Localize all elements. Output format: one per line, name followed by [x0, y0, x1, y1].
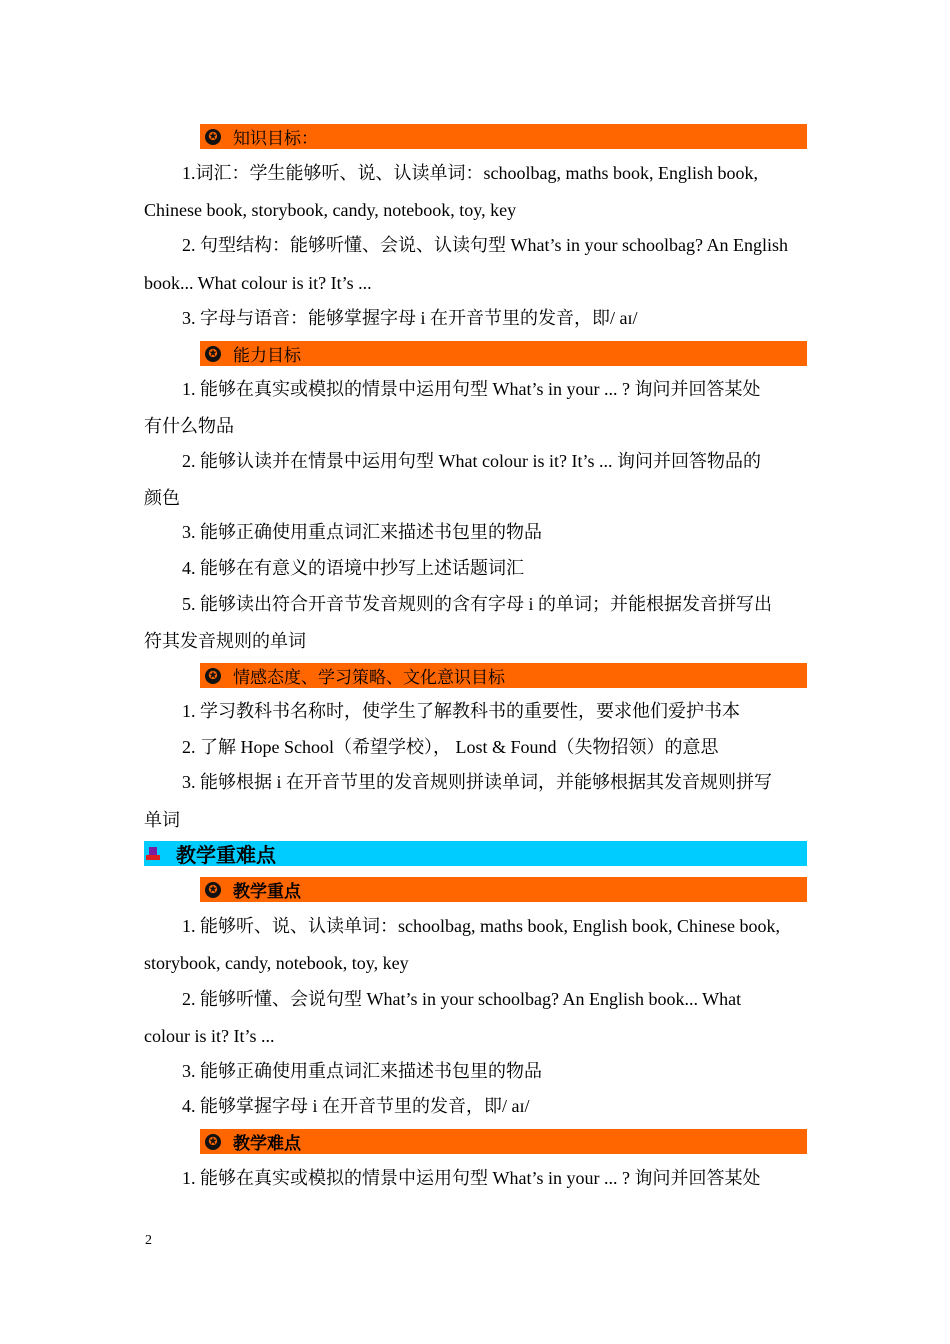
star-circle-icon: ✪ [205, 882, 221, 898]
ability-item-2-line-2: 颜色 [144, 488, 180, 508]
knowledge-item-3: 3. 字母与语音：能够掌握字母 i 在开音节里的发音，即/ aɪ/ [182, 308, 638, 328]
star-circle-icon: ✪ [205, 346, 221, 362]
ability-item-3: 3. 能够正确使用重点词汇来描述书包里的物品 [182, 522, 542, 542]
section-title: 教学重难点 [176, 845, 276, 867]
emotion-goal-title: 情感态度、学习策略、文化意识目标 [233, 668, 505, 687]
ability-item-5-line-2: 符其发音规则的单词 [144, 631, 306, 651]
knowledge-goal-title: 知识目标： [233, 129, 318, 148]
knowledge-item-2-line-1: 2. 句型结构：能够听懂、会说、认读句型 What’s in your schoolbag? An English [182, 235, 788, 255]
gift-flag-icon [146, 847, 160, 861]
ability-item-1-line-2: 有什么物品 [144, 416, 234, 436]
key-item-4: 4. 能够掌握字母 i 在开音节里的发音，即/ aɪ/ [182, 1096, 530, 1116]
star-circle-icon: ✪ [205, 668, 221, 684]
key-item-2-line-1: 2. 能够听懂、会说句型 What’s in your schoolbag? An English book... What [182, 989, 742, 1009]
emotion-goal-header [200, 663, 807, 688]
ability-item-2-line-1: 2. 能够认读并在情景中运用句型 What colour is it? It’s ... 询问并回答物品的 [182, 451, 761, 471]
ability-item-5-line-1: 5. 能够读出符合开音节发音规则的含有字母 i 的单词；并能根据发音拼写出 [182, 594, 772, 614]
key-item-3: 3. 能够正确使用重点词汇来描述书包里的物品 [182, 1061, 542, 1081]
star-circle-icon: ✪ [205, 1134, 221, 1150]
difficult-item-1: 1. 能够在真实或模拟的情景中运用句型 What’s in your ... ? 询问并回答某处 [182, 1168, 761, 1188]
knowledge-item-2-line-2: book... What colour is it? It’s ... [144, 273, 372, 293]
emotion-item-1: 1. 学习教科书名称时，使学生了解教科书的重要性，要求他们爱护书本 [182, 701, 740, 721]
emotion-item-3-line-1: 3. 能够根据 i 在开音节里的发音规则拼读单词，并能够根据其发音规则拼写 [182, 772, 772, 792]
key-points-title: 教学重点 [233, 882, 301, 901]
difficult-points-header [200, 1129, 807, 1154]
emotion-item-3-line-2: 单词 [144, 810, 180, 830]
knowledge-goal-header [200, 124, 807, 149]
key-item-1-line-2: storybook, candy, notebook, toy, key [144, 953, 409, 973]
section-heading-key-difficult [144, 841, 807, 866]
ability-goal-header [200, 341, 807, 366]
knowledge-item-1-line-2: Chinese book, storybook, candy, notebook, toy, key [144, 200, 517, 220]
ability-goal-title: 能力目标 [233, 346, 301, 365]
key-points-header [200, 877, 807, 902]
star-circle-icon: ✪ [205, 129, 221, 145]
knowledge-item-1-line-1: 1.词汇：学生能够听、说、认读单词：schoolbag, maths book, English book, [182, 163, 758, 183]
emotion-item-2: 2. 了解 Hope School（希望学校）， Lost & Found（失物招领）的意思 [182, 737, 719, 757]
ability-item-4: 4. 能够在有意义的语境中抄写上述话题词汇 [182, 558, 524, 578]
ability-item-1-line-1: 1. 能够在真实或模拟的情景中运用句型 What’s in your ... ? 询问并回答某处 [182, 379, 761, 399]
difficult-points-title: 教学难点 [233, 1134, 301, 1153]
key-item-2-line-2: colour is it? It’s ... [144, 1026, 275, 1046]
page-number: 2 [145, 1233, 152, 1248]
key-item-1-line-1: 1. 能够听、说、认读单词：schoolbag, maths book, English book, Chinese book, [182, 916, 780, 936]
